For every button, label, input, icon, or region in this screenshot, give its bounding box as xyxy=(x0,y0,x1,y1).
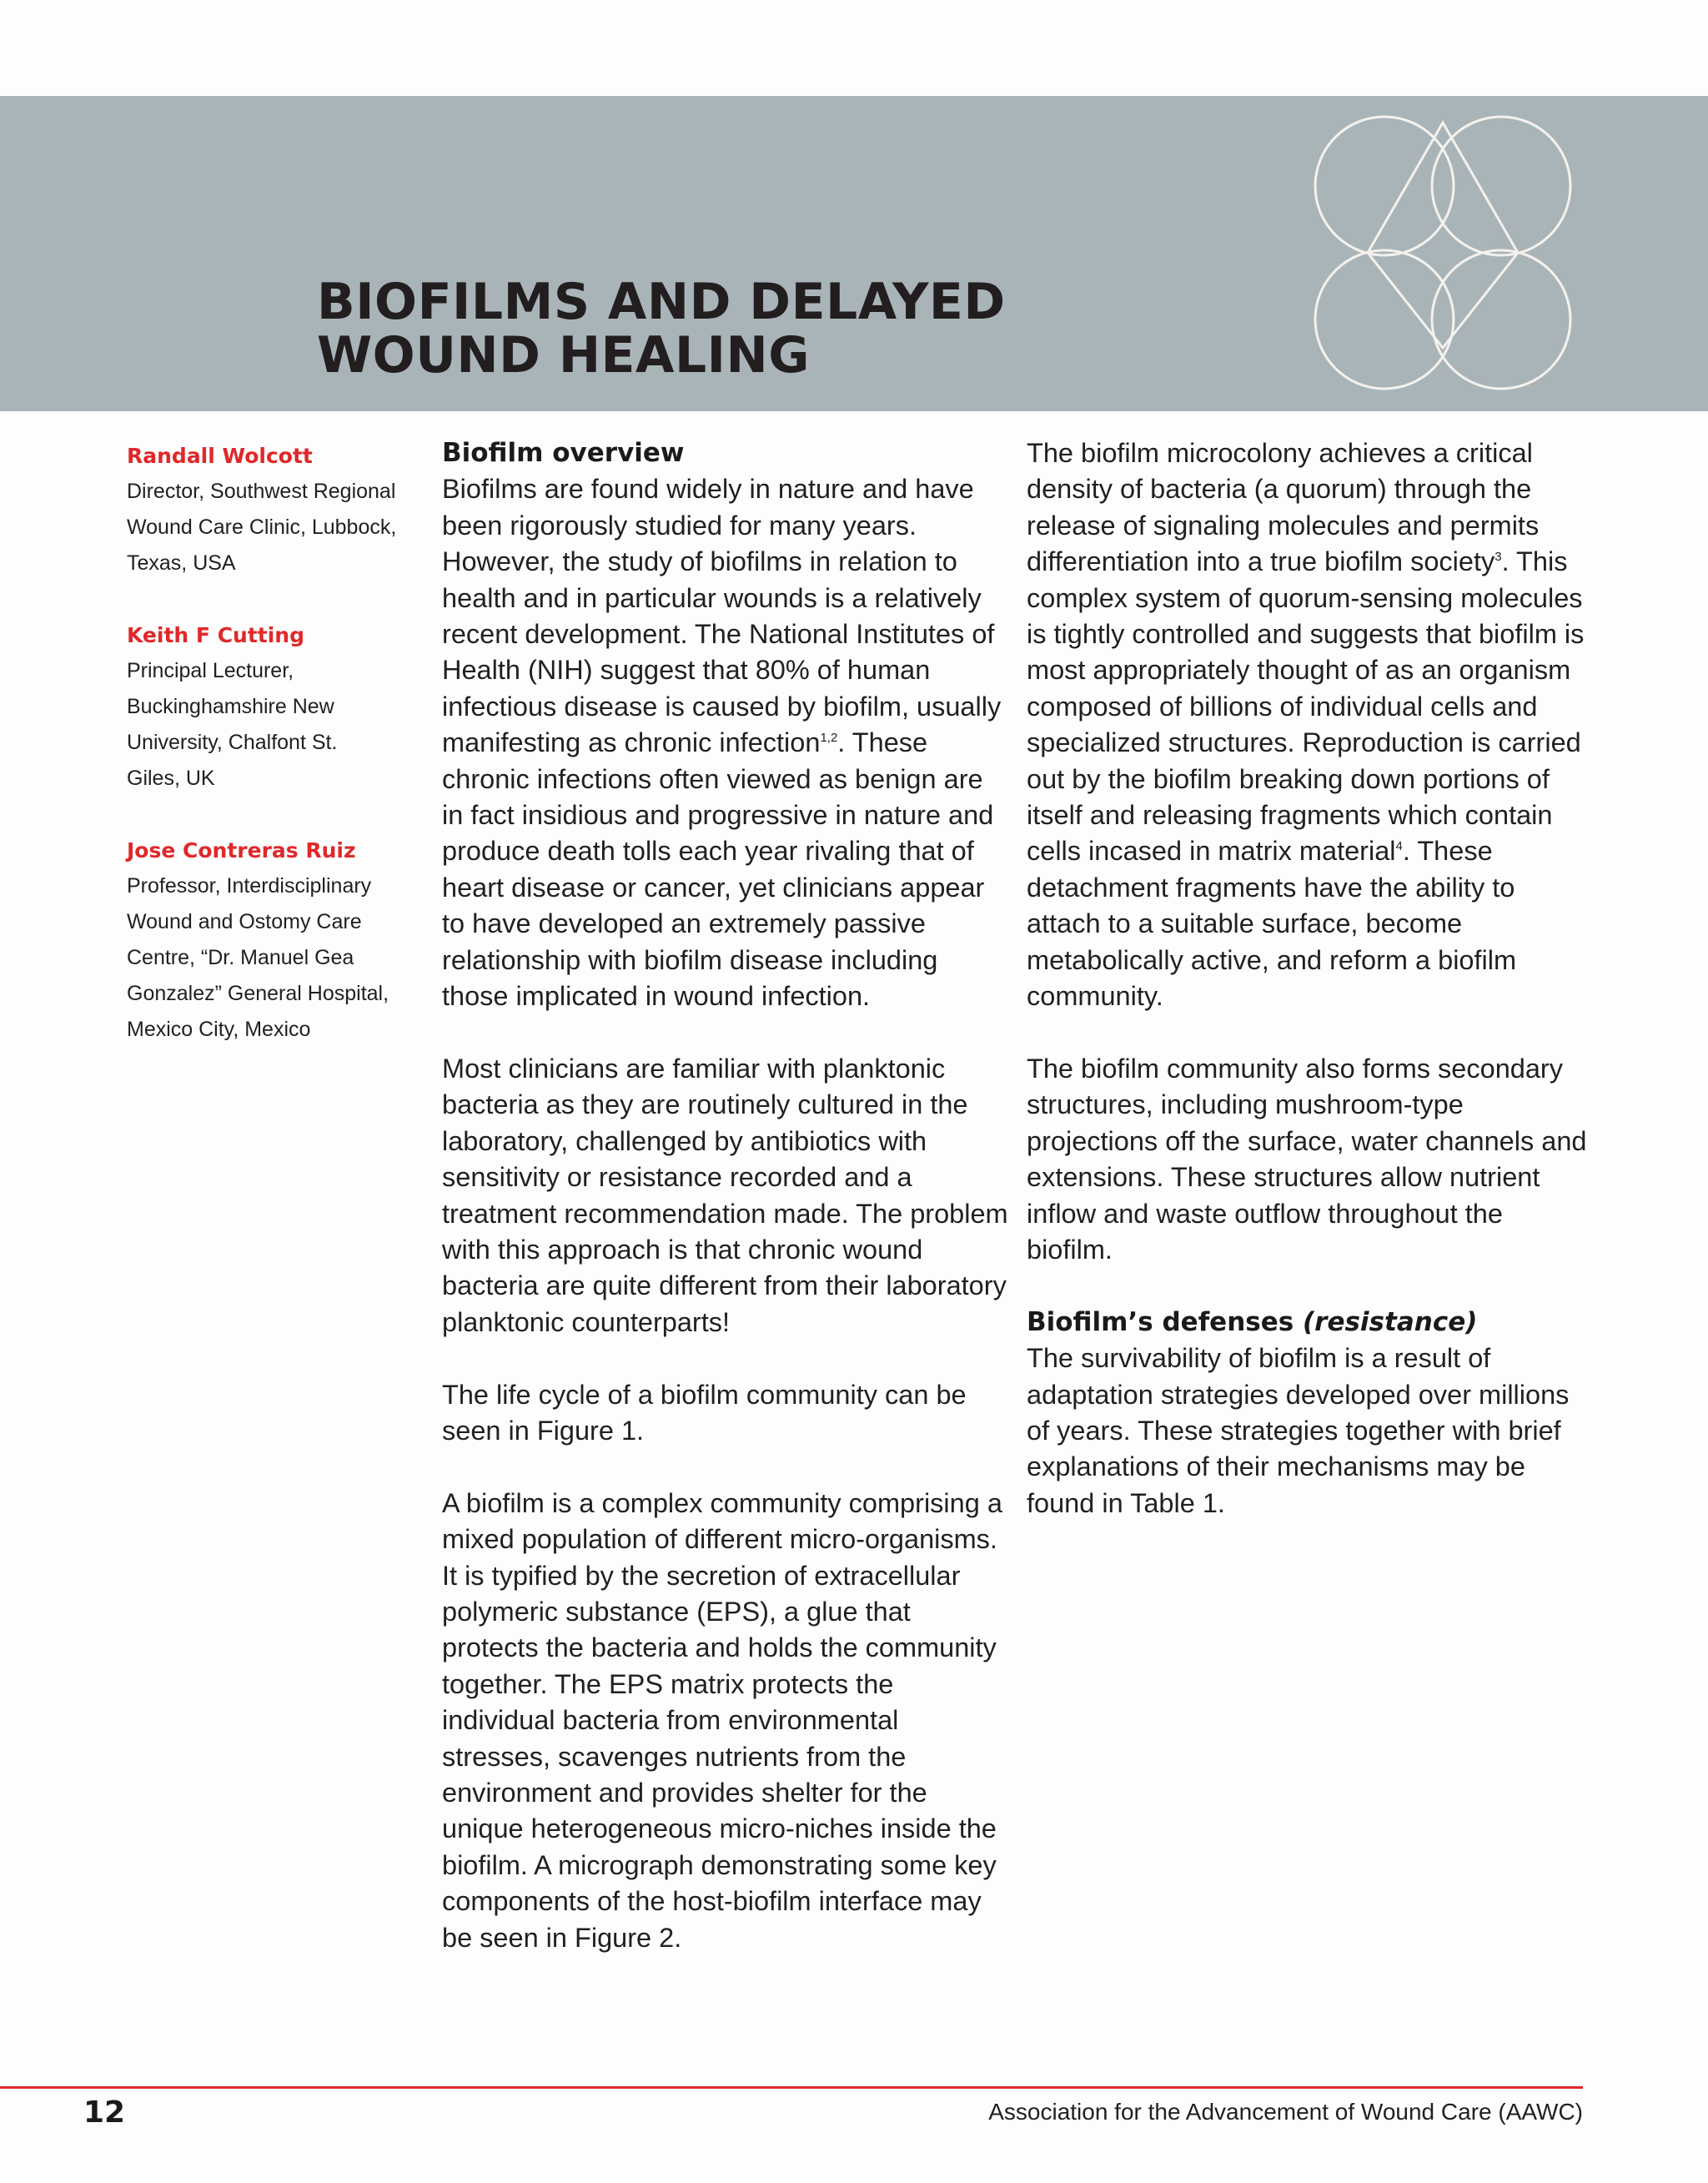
author-name: Randall Wolcott xyxy=(127,444,313,468)
four-circles-emblem-icon xyxy=(1297,113,1589,405)
paragraph: Most clinicians are familiar with planktonic bacteria as they are routinely cultured in the laboratory, challenged by antibiotics with sensitivity or resistance recorded and a treatment recommendation made. The problem with this approach is that chronic wound bacteria are quite different from their laboratory planktonic counterparts! xyxy=(442,1053,1008,1337)
author-affiliation-line: Gonzalez” General Hospital, xyxy=(127,982,389,1005)
author-affiliation-line: Giles, UK xyxy=(127,767,215,790)
author-affiliation-line: Director, Southwest Regional xyxy=(127,480,396,503)
author-affiliation-line: University, Chalfont St. xyxy=(127,731,338,754)
title-line-2: WOUND HEALING xyxy=(317,326,810,385)
citation-ref: 3 xyxy=(1494,550,1502,565)
author-block xyxy=(127,832,419,1048)
paragraph: The biofilm microcolony achieves a critical density of bacteria (a quorum) through the release of signaling molecules and permits differentiation into a true biofilm society$^3$. This complex system of quorum-sensing molecules is tightly controlled and suggests that biofilm is most appropriately thought of as an organism composed of billions of individual cells and specialized structures. Reproduction is carried out by the biofilm breaking down portions of itself and releasing fragments which contain cells incased in matrix material$^4$. These detachment fragments have the ability to attach to a suitable surface, become metabolically active, and reform a biofilm community. xyxy=(1027,438,1585,1012)
paragraph: The survivability of biofilm is a result of adaptation strategies developed over millions of years. These strategies together with brief explanations of their mechanisms may be found in Table 1. xyxy=(1027,1343,1570,1518)
author-list xyxy=(127,438,419,1084)
author-affiliation-line: Texas, USA xyxy=(127,551,236,575)
paragraph: Biofilms are found widely in nature and have been rigorously studied for many years. However, the study of biofilms in relation to health and in particular wounds is a relatively recent development. The National Institutes of Health (NIH) suggest that 80% of human infectious disease is caused by biofilm, usually manifesting as chronic infection$^{1,2}$. These chronic infections often viewed as benign are in fact insidious and progressive in nature and produce death tolls each year rivaling that of heart disease or cancer, yet clinicians appear to have developed an extremely passive relationship with biofilm disease including those implicated in wound infection. xyxy=(442,474,1002,1012)
footer-publisher: Association for the Advancement of Wound Care (AAWC) xyxy=(988,2099,1583,2125)
paragraph: The life cycle of a biofilm community can be seen in Figure 1. xyxy=(442,1379,967,1446)
author-affiliation-line: Wound Care Clinic, Lubbock, xyxy=(127,516,397,539)
author-affiliation-line: Buckinghamshire New xyxy=(127,695,334,718)
column-left xyxy=(442,435,1009,1956)
author-affiliation-line: Mexico City, Mexico xyxy=(127,1018,311,1041)
paragraph: A biofilm is a complex community comprising a mixed population of different micro-organisms. It is typified by the secretion of extracellular polymeric substance (EPS), a glue that protects the bacteria and holds the community together. The EPS matrix protects the individual bacteria from environmental stresses, scavenges nutrients from the environment and provides shelter for the unique heterogeneous micro-niches inside the biofilm. A micrograph demonstrating some key components of the host-biofilm interface may be seen in Figure 2. xyxy=(442,1487,1002,1953)
page-number: 12 xyxy=(83,2095,126,2130)
citation-ref: 1,2 xyxy=(820,731,838,746)
paragraph: The biofilm community also forms secondary structures, including mushroom-type projections off the surface, water channels and extensions. These structures allow nutrient inflow and waste outflow throughout the biofilm. xyxy=(1027,1053,1587,1265)
section-heading-biofilm-overview: Biofilm overview xyxy=(442,438,685,468)
author-block xyxy=(127,438,419,581)
author-block xyxy=(127,617,419,797)
author-affiliation-line: Wound and Ostomy Care xyxy=(127,910,362,933)
title-line-1: BIOFILMS AND DELAYED xyxy=(317,273,1006,331)
column-right xyxy=(1027,435,1594,1522)
section-heading-biofilm-defenses: Biofilm’s defenses (resistance) xyxy=(1027,1306,1478,1337)
author-affiliation-line: Principal Lecturer, xyxy=(127,659,294,682)
author-affiliation-line: Professor, Interdisciplinary xyxy=(127,874,372,898)
citation-ref: 4 xyxy=(1395,839,1403,854)
author-name: Keith F Cutting xyxy=(127,623,305,647)
footer-rule xyxy=(0,2086,1583,2089)
author-affiliation-line: Centre, “Dr. Manuel Gea xyxy=(127,946,354,969)
article-title xyxy=(317,273,1006,385)
author-name: Jose Contreras Ruiz xyxy=(127,838,356,863)
